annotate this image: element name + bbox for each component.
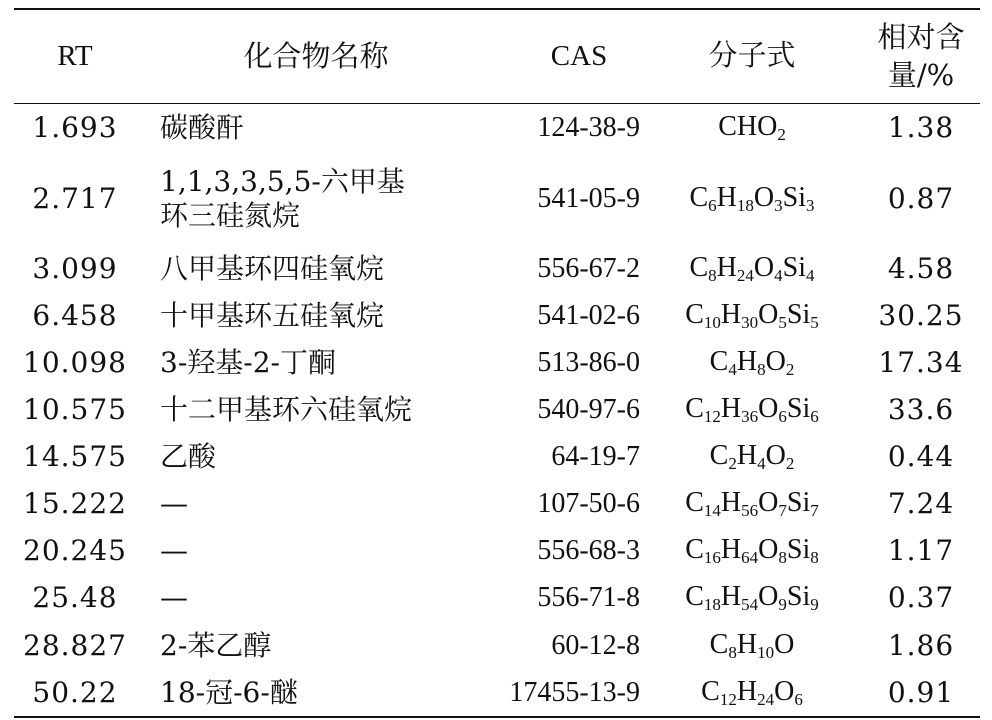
cell-relative-content: 17.34 — [878, 345, 964, 379]
formula-subscript: 8 — [810, 548, 819, 568]
formula-element: Si — [782, 252, 806, 284]
formula-subscript: 4 — [774, 266, 783, 286]
cell-formula — [660, 574, 844, 622]
cell-formula — [660, 434, 844, 480]
formula-subscript: 9 — [778, 595, 787, 615]
cell-compound-name: 1,1,3,3,5,5-六甲基 环三硅氮烷 — [160, 164, 405, 232]
cell-rt: 10.575 — [23, 392, 127, 426]
cell-cas: 64-19-7 — [551, 440, 640, 472]
formula-element: Si — [786, 393, 811, 425]
formula-subscript: 18 — [736, 196, 754, 216]
header-relative-content: 相对含 量/% — [877, 20, 965, 92]
formula-subscript: 6 — [810, 407, 819, 427]
cell-cas: 60-12-8 — [551, 629, 640, 661]
cell-relative-content: 0.91 — [887, 675, 955, 709]
formula-element: Si — [782, 182, 806, 214]
cell-cas: 540-97-6 — [537, 393, 640, 425]
cell-cas: 124-38-9 — [537, 111, 640, 143]
cell-compound-name: 碳酸酐 — [160, 110, 245, 144]
cell-cas: 541-05-9 — [537, 182, 640, 214]
formula-subscript: 6 — [794, 690, 803, 710]
cell-rt: 20.245 — [23, 533, 127, 567]
cell-compound-name: 十二甲基环六硅氧烷 — [160, 392, 413, 426]
formula-subscript: 2 — [785, 454, 795, 474]
formula-element: Si — [786, 299, 811, 331]
cell-rt: 28.827 — [23, 628, 127, 662]
formula-element: O — [753, 182, 775, 214]
formula-subscript: 12 — [719, 690, 737, 710]
table-row — [14, 104, 980, 152]
cell-rt: 10.098 — [23, 345, 127, 379]
formula-element: H — [720, 487, 742, 519]
cell-formula — [660, 528, 844, 574]
cell-compound-name: 八甲基环四硅氧烷 — [160, 251, 385, 285]
formula-subscript: 5 — [810, 313, 819, 333]
cell-formula — [660, 622, 844, 670]
cell-rt: 2.717 — [32, 181, 118, 215]
cell-relative-content: 7.24 — [887, 486, 955, 520]
formula-element: O — [765, 346, 786, 378]
cell-rt: 3.099 — [32, 251, 118, 285]
cell-compound-name: — — [160, 580, 188, 614]
cell-compound-name: 18-冠-6-醚 — [160, 675, 298, 709]
formula-element: H — [736, 346, 758, 378]
cell-compound-name: — — [160, 533, 188, 567]
formula-element: O — [758, 299, 779, 331]
formula-element: Si — [786, 487, 811, 519]
table-row — [14, 480, 980, 528]
formula-subscript: 54 — [741, 595, 759, 615]
formula-element: H — [736, 629, 758, 661]
cell-formula — [660, 340, 844, 386]
formula-subscript: 2 — [728, 454, 737, 474]
formula-element: C — [689, 252, 709, 284]
cell-cas: 107-50-6 — [537, 487, 640, 519]
cell-compound-name: 十甲基环五硅氧烷 — [160, 298, 385, 332]
formula-subscript: 5 — [778, 313, 787, 333]
cell-relative-content: 0.44 — [887, 439, 955, 473]
formula-subscript: 2 — [777, 125, 786, 145]
formula-element: CHO — [718, 111, 778, 143]
formula-subscript: 30 — [741, 313, 759, 333]
formula-element: C — [689, 182, 709, 214]
formula-element: H — [736, 440, 758, 472]
formula-element: O — [758, 487, 779, 519]
formula-element: H — [720, 393, 742, 425]
table-header-row — [14, 10, 980, 103]
formula-element: H — [716, 252, 737, 284]
formula-subscript: 10 — [757, 643, 775, 663]
header-formula: 分子式 — [708, 39, 796, 72]
cell-cas: 541-02-6 — [537, 299, 640, 331]
table-row — [14, 622, 980, 670]
table-row — [14, 152, 980, 246]
formula-subscript: 3 — [806, 196, 815, 216]
cell-compound-name: 乙酸 — [160, 439, 217, 473]
formula-element: C — [685, 534, 704, 566]
cell-relative-content: 1.38 — [887, 110, 955, 144]
formula-subscript: 24 — [757, 690, 775, 710]
cell-relative-content: 0.87 — [887, 181, 955, 215]
cell-rt: 50.22 — [32, 675, 118, 709]
formula-element: O — [774, 676, 795, 708]
formula-element: C — [709, 629, 729, 661]
formula-subscript: 8 — [778, 548, 787, 568]
formula-subscript: 7 — [778, 501, 787, 521]
formula-subscript: 18 — [703, 595, 721, 615]
formula-element: Si — [786, 534, 811, 566]
cell-relative-content: 1.86 — [887, 628, 955, 662]
formula-element: Si — [786, 581, 811, 613]
formula-subscript: 36 — [741, 407, 759, 427]
table-row — [14, 246, 980, 292]
header-cas: CAS — [550, 39, 608, 72]
formula-element: H — [716, 182, 737, 214]
formula-subscript: 9 — [810, 595, 819, 615]
formula-subscript: 16 — [703, 548, 721, 568]
formula-element: O — [765, 440, 786, 472]
formula-subscript: 24 — [736, 266, 754, 286]
cell-compound-name: 2-苯乙醇 — [160, 628, 272, 662]
cell-relative-content: 30.25 — [878, 298, 964, 332]
cell-formula — [660, 292, 844, 340]
formula-subscript: 64 — [741, 548, 759, 568]
formula-subscript: 8 — [757, 360, 766, 380]
formula-subscript: 10 — [703, 313, 721, 333]
header-rt: RT — [57, 39, 93, 72]
cell-cas: 556-68-3 — [537, 534, 640, 566]
formula-element: C — [685, 487, 704, 519]
table-row — [14, 340, 980, 386]
table-row — [14, 670, 980, 716]
cell-relative-content: 0.37 — [887, 580, 955, 614]
cell-relative-content: 33.6 — [887, 392, 955, 426]
table-row — [14, 528, 980, 574]
cell-compound-name: — — [160, 486, 188, 520]
formula-element: C — [709, 346, 729, 378]
formula-element: C — [685, 299, 704, 331]
cell-rt: 6.458 — [32, 298, 118, 332]
cell-formula — [660, 152, 844, 246]
formula-subscript: 56 — [741, 501, 759, 521]
cell-formula — [660, 386, 844, 434]
table-bottom-rule — [14, 716, 980, 718]
cell-rt: 15.222 — [23, 486, 127, 520]
formula-subscript: 4 — [728, 360, 737, 380]
table-row — [14, 292, 980, 340]
table-row — [14, 574, 980, 622]
formula-element: O — [758, 581, 779, 613]
formula-element: C — [701, 676, 720, 708]
formula-subscript: 6 — [708, 196, 717, 216]
cell-rt: 25.48 — [32, 580, 118, 614]
table-row — [14, 386, 980, 434]
formula-element: C — [709, 440, 729, 472]
formula-subscript: 14 — [703, 501, 721, 521]
formula-element: H — [720, 581, 742, 613]
formula-element: O — [774, 629, 795, 661]
formula-element: H — [720, 534, 742, 566]
table-row — [14, 434, 980, 480]
cell-cas: 556-67-2 — [537, 252, 640, 284]
formula-subscript: 3 — [774, 196, 783, 216]
formula-subscript: 4 — [806, 266, 815, 286]
cell-relative-content: 4.58 — [887, 251, 955, 285]
header-compound-name: 化合物名称 — [243, 38, 389, 73]
cell-cas: 513-86-0 — [537, 346, 640, 378]
cell-rt: 1.693 — [32, 110, 118, 144]
formula-element: O — [753, 252, 775, 284]
formula-element: H — [736, 676, 758, 708]
cell-formula — [660, 104, 844, 152]
cell-relative-content: 1.17 — [887, 533, 955, 567]
formula-subscript: 8 — [728, 643, 737, 663]
formula-subscript: 4 — [757, 454, 766, 474]
formula-element: O — [758, 393, 779, 425]
formula-subscript: 8 — [708, 266, 717, 286]
cell-formula — [660, 246, 844, 292]
cell-formula — [660, 670, 844, 716]
cell-rt: 14.575 — [23, 439, 127, 473]
cell-cas: 556-71-8 — [537, 581, 640, 613]
formula-subscript: 6 — [778, 407, 787, 427]
cell-compound-name: 3-羟基-2-丁酮 — [160, 345, 337, 379]
formula-element: O — [758, 534, 779, 566]
cell-formula — [660, 480, 844, 528]
formula-element: C — [685, 581, 704, 613]
formula-element: C — [685, 393, 704, 425]
formula-subscript: 12 — [703, 407, 721, 427]
cell-cas: 17455-13-9 — [509, 676, 640, 708]
formula-subscript: 7 — [810, 501, 819, 521]
formula-subscript: 2 — [785, 360, 795, 380]
formula-element: H — [720, 299, 742, 331]
